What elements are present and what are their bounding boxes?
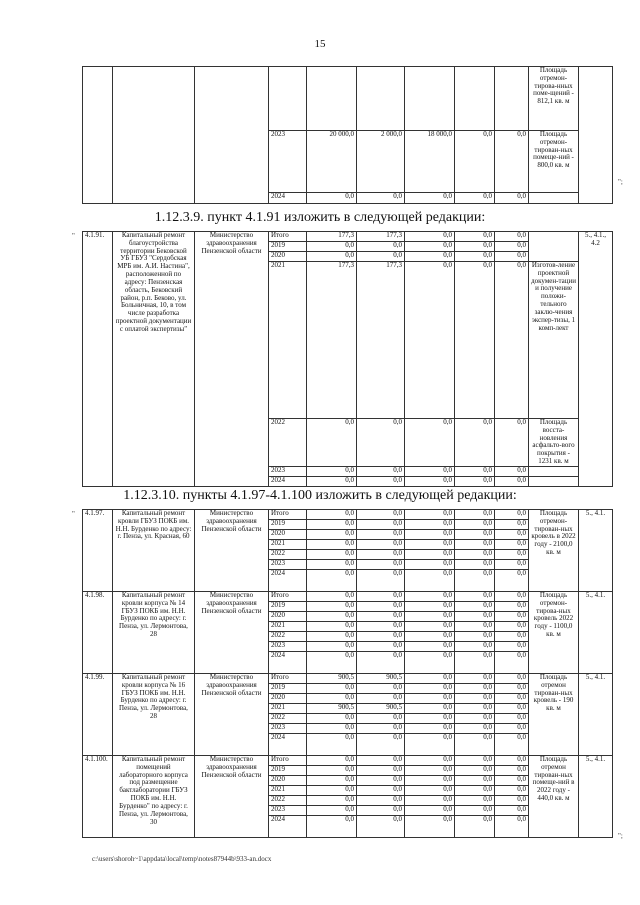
value-cell: 0,0 xyxy=(495,776,529,786)
carryover-table xyxy=(82,66,613,204)
value-cell: 0,0 xyxy=(405,694,455,704)
value-cell: 0,0 xyxy=(307,550,357,560)
value-cell: 0,0 xyxy=(495,622,529,632)
value-cell: 0,0 xyxy=(495,724,529,734)
value-cell: 0,0 xyxy=(405,674,455,684)
result-cell: Площадь отремон тирован-ных помеще-ний в 2022 году - 440,0 кв. м xyxy=(529,756,579,838)
value-cell: 0,0 xyxy=(357,193,405,204)
value-cell: 0,0 xyxy=(405,419,455,467)
value-cell: 0,0 xyxy=(405,592,455,602)
value-cell: 0,0 xyxy=(455,131,495,193)
footer-file-path: c:\users\shoroh~1\appdata\local\temp\notes87944b\933-an.docx xyxy=(92,855,272,863)
project-name: Капитальный ремонт благоустройства территории Бековской УБ ГБУЗ "Сердобская МРБ им. А.И. Настина", расположенной по адресу: Пензенская область, Бековский район, р.п. Беково, ул. Больничная, 10, в том числе разработка проектной документации с оплатой экспертизы" xyxy=(113,232,195,487)
value-cell: 0,0 xyxy=(405,242,455,252)
value-cell: 0,0 xyxy=(307,806,357,816)
value-cell: 0,0 xyxy=(455,704,495,714)
value-cell: 0,0 xyxy=(405,816,455,838)
value-cell: 0,0 xyxy=(307,642,357,652)
value-cell: 0,0 xyxy=(495,550,529,560)
value-cell: 0,0 xyxy=(405,684,455,694)
value-cell: 0,0 xyxy=(357,734,405,756)
year-cell: 2019 xyxy=(269,520,307,530)
value-cell: 0,0 xyxy=(405,252,455,262)
value-cell: 0,0 xyxy=(455,602,495,612)
value-cell: 0,0 xyxy=(307,786,357,796)
result-cell: Площадь отремон тирован-ных кровель - 190 кв. м xyxy=(529,674,579,756)
value-cell: 0,0 xyxy=(357,684,405,694)
value-cell: 0,0 xyxy=(357,694,405,704)
year-cell: 2020 xyxy=(269,612,307,622)
value-cell: 0,0 xyxy=(405,570,455,592)
year-cell: 2023 xyxy=(269,642,307,652)
value-cell: 0,0 xyxy=(307,560,357,570)
value-cell: 0,0 xyxy=(307,714,357,724)
value-cell: 0,0 xyxy=(495,560,529,570)
value-cell: 0,0 xyxy=(307,592,357,602)
value-cell: 0,0 xyxy=(405,786,455,796)
year-cell: 2023 xyxy=(269,724,307,734)
year-cell: 2024 xyxy=(269,652,307,674)
value-cell: 0,0 xyxy=(455,592,495,602)
value-cell: 0,0 xyxy=(307,193,357,204)
value-cell: 0,0 xyxy=(455,796,495,806)
project-number: 4.1.91. xyxy=(83,232,113,487)
value-cell: 0,0 xyxy=(307,684,357,694)
year-cell: 2021 xyxy=(269,786,307,796)
value-cell: 0,0 xyxy=(455,466,495,476)
project-executor: Министерство здравоохранения Пензенской области xyxy=(195,232,269,487)
result-cell: Площадь отремон-тирован-ных помеще-ний - 800,0 кв. м xyxy=(529,131,579,193)
value-cell: 0,0 xyxy=(307,816,357,838)
value-cell: 0,0 xyxy=(495,756,529,766)
value-cell: 0,0 xyxy=(455,724,495,734)
year-cell: 2022 xyxy=(269,419,307,467)
value-cell: 0,0 xyxy=(357,816,405,838)
value-cell: 0,0 xyxy=(307,466,357,476)
project-name: Капитальный ремонт кровли корпуса № 14 ГБУЗ ПОКБ им. Н.Н. Бурденко по адресу: г. Пенза, ул. Лермонтова, 28 xyxy=(113,592,195,674)
year-cell: 2022 xyxy=(269,632,307,642)
value-cell: 0,0 xyxy=(455,652,495,674)
value-cell: 0,0 xyxy=(455,734,495,756)
value-cell: 0,0 xyxy=(405,642,455,652)
value-cell: 0,0 xyxy=(405,704,455,714)
project-number: 4.1.98. xyxy=(83,592,113,674)
year-cell: 2019 xyxy=(269,602,307,612)
value-cell: 0,0 xyxy=(455,520,495,530)
value-cell: 0,0 xyxy=(357,756,405,766)
year-cell: 2022 xyxy=(269,714,307,724)
year-cell: 2024 xyxy=(269,476,307,486)
value-cell: 0,0 xyxy=(307,419,357,467)
year-cell: 2020 xyxy=(269,776,307,786)
year-cell: Итого xyxy=(269,232,307,242)
value-cell: 0,0 xyxy=(357,796,405,806)
value-cell: 0,0 xyxy=(405,776,455,786)
section-heading: 1.12.3.9. пункт 4.1.91 изложить в следующей редакции: xyxy=(154,210,486,225)
value-cell: 0,0 xyxy=(357,612,405,622)
value-cell: 0,0 xyxy=(307,602,357,612)
value-cell: 0,0 xyxy=(405,510,455,520)
value-cell: 0,0 xyxy=(455,786,495,796)
value-cell: 0,0 xyxy=(495,642,529,652)
project-link: 5., 4.1. xyxy=(579,674,613,756)
value-cell: 0,0 xyxy=(495,796,529,806)
value-cell: 0,0 xyxy=(405,652,455,674)
end-quote-mark: "; xyxy=(618,178,623,186)
value-cell: 0,0 xyxy=(307,252,357,262)
project-name: Капитальный ремонт помещений лабораторного корпуса под размещение бактлаборатории ГБУЗ ПОКБ им. Н.Н. Бурденко" по адресу: г. Пенза, ул. Лермонтова, 30 xyxy=(113,756,195,838)
value-cell: 0,0 xyxy=(405,262,455,419)
value-cell: 0,0 xyxy=(455,642,495,652)
result-cell: Площадь отремон-тирова-нных поме-щений - 812,1 кв. м xyxy=(529,67,579,131)
value-cell: 0,0 xyxy=(495,466,529,476)
project-number: 4.1.99. xyxy=(83,674,113,756)
year-cell: 2023 xyxy=(269,131,307,193)
value-cell: 0,0 xyxy=(405,540,455,550)
value-cell: 0,0 xyxy=(357,786,405,796)
value-cell: 900,5 xyxy=(357,704,405,714)
value-cell: 0,0 xyxy=(307,242,357,252)
value-cell: 0,0 xyxy=(455,510,495,520)
year-cell: 2024 xyxy=(269,570,307,592)
project-link: 5., 4.1., 4.2 xyxy=(579,232,613,487)
value-cell: 0,0 xyxy=(307,796,357,806)
value-cell: 0,0 xyxy=(455,530,495,540)
value-cell: 0,0 xyxy=(405,232,455,242)
value-cell: 0,0 xyxy=(455,570,495,592)
value-cell: 0,0 xyxy=(307,694,357,704)
value-cell: 0,0 xyxy=(495,252,529,262)
value-cell: 0,0 xyxy=(495,193,529,204)
value-cell: 0,0 xyxy=(405,632,455,642)
year-cell: Итого xyxy=(269,756,307,766)
value-cell: 0,0 xyxy=(495,242,529,252)
value-cell: 177,3 xyxy=(307,262,357,419)
value-cell: 0,0 xyxy=(455,476,495,486)
value-cell: 0,0 xyxy=(357,242,405,252)
value-cell: 0,0 xyxy=(455,684,495,694)
year-cell: 2022 xyxy=(269,796,307,806)
value-cell: 0,0 xyxy=(405,796,455,806)
value-cell: 0,0 xyxy=(405,622,455,632)
value-cell: 0,0 xyxy=(307,570,357,592)
year-cell: 2024 xyxy=(269,193,307,204)
value-cell: 900,5 xyxy=(357,674,405,684)
value-cell: 0,0 xyxy=(307,766,357,776)
value-cell: 0,0 xyxy=(455,252,495,262)
value-cell: 0,0 xyxy=(455,193,495,204)
value-cell: 0,0 xyxy=(455,776,495,786)
value-cell: 0,0 xyxy=(357,652,405,674)
value-cell: 0,0 xyxy=(495,612,529,622)
value-cell: 0,0 xyxy=(495,540,529,550)
value-cell: 0,0 xyxy=(455,674,495,684)
value-cell: 0,0 xyxy=(307,510,357,520)
value-cell: 0,0 xyxy=(357,592,405,602)
value-cell: 0,0 xyxy=(495,674,529,684)
value-cell: 0,0 xyxy=(405,756,455,766)
value-cell: 0,0 xyxy=(307,632,357,642)
value-cell: 0,0 xyxy=(495,262,529,419)
value-cell: 900,5 xyxy=(307,704,357,714)
value-cell: 0,0 xyxy=(455,622,495,632)
value-cell: 0,0 xyxy=(405,560,455,570)
value-cell: 0,0 xyxy=(307,520,357,530)
value-cell: 0,0 xyxy=(357,419,405,467)
value-cell: 0,0 xyxy=(455,766,495,776)
value-cell: 0,0 xyxy=(307,612,357,622)
value-cell: 0,0 xyxy=(307,724,357,734)
value-cell: 0,0 xyxy=(405,724,455,734)
value-cell: 0,0 xyxy=(495,786,529,796)
year-cell: 2020 xyxy=(269,252,307,262)
value-cell: 0,0 xyxy=(495,476,529,486)
carry-name-cell xyxy=(113,67,195,204)
project-table-4-1-97-100 xyxy=(82,509,613,838)
value-cell: 0,0 xyxy=(405,602,455,612)
result-cell: Площадь восста-новления асфальто-вого покрытия - 1231 кв. м xyxy=(529,419,579,467)
year-cell: 2023 xyxy=(269,806,307,816)
value-cell: 0,0 xyxy=(495,714,529,724)
open-quote-mark: " xyxy=(72,232,75,240)
value-cell: 900,5 xyxy=(307,674,357,684)
project-executor: Министерство здравоохранения Пензенской области xyxy=(195,510,269,592)
value-cell: 0,0 xyxy=(307,652,357,674)
year-cell: 2024 xyxy=(269,734,307,756)
value-cell: 0,0 xyxy=(455,816,495,838)
value-cell: 0,0 xyxy=(495,520,529,530)
value-cell: 0,0 xyxy=(307,540,357,550)
year-cell: 2021 xyxy=(269,540,307,550)
value-cell: 0,0 xyxy=(405,520,455,530)
value-cell: 0,0 xyxy=(357,632,405,642)
carry-executor-cell xyxy=(195,67,269,204)
end-quote-mark: "; xyxy=(618,832,623,840)
value-cell: 177,3 xyxy=(357,262,405,419)
carry-number-cell xyxy=(83,67,113,204)
project-link: 5., 4.1. xyxy=(579,510,613,592)
value-cell: 0,0 xyxy=(455,806,495,816)
value-cell: 0,0 xyxy=(357,560,405,570)
value-cell: 0,0 xyxy=(357,776,405,786)
value-cell: 0,0 xyxy=(405,193,455,204)
value-cell: 0,0 xyxy=(495,530,529,540)
value-cell: 0,0 xyxy=(357,602,405,612)
value-cell: 0,0 xyxy=(357,510,405,520)
project-name: Капитальный ремонт кровли ГБУЗ ПОКБ им. Н.Н. Бурденко по адресу: г. Пенза, ул. Красная, 60 xyxy=(113,510,195,592)
value-cell: 18 000,0 xyxy=(405,131,455,193)
value-cell: 0,0 xyxy=(405,612,455,622)
project-executor: Министерство здравоохранения Пензенской области xyxy=(195,674,269,756)
year-cell: 2023 xyxy=(269,560,307,570)
value-cell: 0,0 xyxy=(307,622,357,632)
year-cell: 2019 xyxy=(269,242,307,252)
value-cell: 0,0 xyxy=(405,466,455,476)
value-cell: 177,3 xyxy=(357,232,405,242)
value-cell: 0,0 xyxy=(357,476,405,486)
year-cell: 2020 xyxy=(269,530,307,540)
value-cell: 0,0 xyxy=(357,766,405,776)
value-cell: 0,0 xyxy=(357,466,405,476)
page-number: 15 xyxy=(314,38,326,50)
year-cell: 2021 xyxy=(269,262,307,419)
value-cell: 0,0 xyxy=(495,131,529,193)
value-cell: 20 000,0 xyxy=(307,131,357,193)
year-cell: Итого xyxy=(269,510,307,520)
value-cell: 0,0 xyxy=(455,612,495,622)
project-executor: Министерство здравоохранения Пензенской области xyxy=(195,756,269,838)
value-cell: 0,0 xyxy=(495,816,529,838)
value-cell: 0,0 xyxy=(495,632,529,642)
value-cell: 0,0 xyxy=(495,806,529,816)
value-cell: 0,0 xyxy=(455,694,495,704)
project-table-4-1-91 xyxy=(82,231,613,487)
value-cell: 0,0 xyxy=(357,252,405,262)
year-cell: 2021 xyxy=(269,622,307,632)
value-cell: 0,0 xyxy=(495,694,529,704)
project-link: 5., 4.1. xyxy=(579,756,613,838)
value-cell: 0,0 xyxy=(455,714,495,724)
value-cell: 0,0 xyxy=(495,602,529,612)
value-cell: 0,0 xyxy=(495,766,529,776)
value-cell: 0,0 xyxy=(455,242,495,252)
value-cell: 0,0 xyxy=(495,704,529,714)
value-cell: 0,0 xyxy=(357,642,405,652)
value-cell: 0,0 xyxy=(307,530,357,540)
year-cell: 2019 xyxy=(269,684,307,694)
value-cell: 0,0 xyxy=(307,756,357,766)
value-cell: 0,0 xyxy=(357,622,405,632)
value-cell: 0,0 xyxy=(495,570,529,592)
project-link: 5., 4.1. xyxy=(579,592,613,674)
value-cell: 0,0 xyxy=(357,714,405,724)
value-cell: 0,0 xyxy=(405,530,455,540)
value-cell: 0,0 xyxy=(405,476,455,486)
value-cell: 0,0 xyxy=(495,684,529,694)
result-cell: Площадь отремон-тирова-ных кровель 2022 году - 1100,0 кв. м xyxy=(529,592,579,674)
value-cell: 0,0 xyxy=(495,652,529,674)
value-cell: 0,0 xyxy=(357,806,405,816)
result-cell: Площадь отремон-тирован-ных кровель в 2022 году - 2100,0 кв. м xyxy=(529,510,579,592)
value-cell: 0,0 xyxy=(455,632,495,642)
year-cell: Итого xyxy=(269,592,307,602)
year-cell: 2022 xyxy=(269,550,307,560)
value-cell: 0,0 xyxy=(307,476,357,486)
value-cell: 0,0 xyxy=(357,570,405,592)
value-cell: 0,0 xyxy=(455,550,495,560)
value-cell: 0,0 xyxy=(357,724,405,734)
value-cell: 0,0 xyxy=(455,560,495,570)
value-cell: 0,0 xyxy=(405,714,455,724)
value-cell: 0,0 xyxy=(405,766,455,776)
section-heading: 1.12.3.10. пункты 4.1.97-4.1.100 изложить в следующей редакции: xyxy=(123,488,517,503)
value-cell: 2 000,0 xyxy=(357,131,405,193)
value-cell: 0,0 xyxy=(405,734,455,756)
year-cell: 2024 xyxy=(269,816,307,838)
value-cell: 0,0 xyxy=(307,734,357,756)
year-cell: 2019 xyxy=(269,766,307,776)
value-cell: 0,0 xyxy=(495,232,529,242)
value-cell: 0,0 xyxy=(455,756,495,766)
value-cell: 0,0 xyxy=(307,776,357,786)
project-name: Капитальный ремонт кровли корпуса № 16 ГБУЗ ПОКБ им. Н.Н. Бурденко по адресу: г. Пенза, ул. Лермонтова, 28 xyxy=(113,674,195,756)
result-cell: Изготов-ление проектной докумен-тации и получение положи-тельного заклю-чения экспер-тизы, 1 комп-лект xyxy=(529,262,579,419)
open-quote-mark: " xyxy=(72,510,75,518)
year-cell: Итого xyxy=(269,674,307,684)
year-cell: 2020 xyxy=(269,694,307,704)
value-cell: 0,0 xyxy=(405,806,455,816)
project-number: 4.1.100. xyxy=(83,756,113,838)
value-cell: 0,0 xyxy=(357,540,405,550)
value-cell: 0,0 xyxy=(405,550,455,560)
value-cell: 0,0 xyxy=(357,550,405,560)
year-cell: 2023 xyxy=(269,466,307,476)
value-cell: 0,0 xyxy=(357,520,405,530)
value-cell: 0,0 xyxy=(455,232,495,242)
value-cell: 0,0 xyxy=(455,419,495,467)
value-cell: 0,0 xyxy=(495,592,529,602)
year-cell: 2021 xyxy=(269,704,307,714)
value-cell: 177,3 xyxy=(307,232,357,242)
value-cell: 0,0 xyxy=(495,734,529,756)
value-cell: 0,0 xyxy=(455,262,495,419)
value-cell: 0,0 xyxy=(495,510,529,520)
project-number: 4.1.97. xyxy=(83,510,113,592)
project-executor: Министерство здравоохранения Пензенской области xyxy=(195,592,269,674)
value-cell: 0,0 xyxy=(495,419,529,467)
value-cell: 0,0 xyxy=(357,530,405,540)
carry-link-cell xyxy=(579,67,613,204)
value-cell: 0,0 xyxy=(455,540,495,550)
